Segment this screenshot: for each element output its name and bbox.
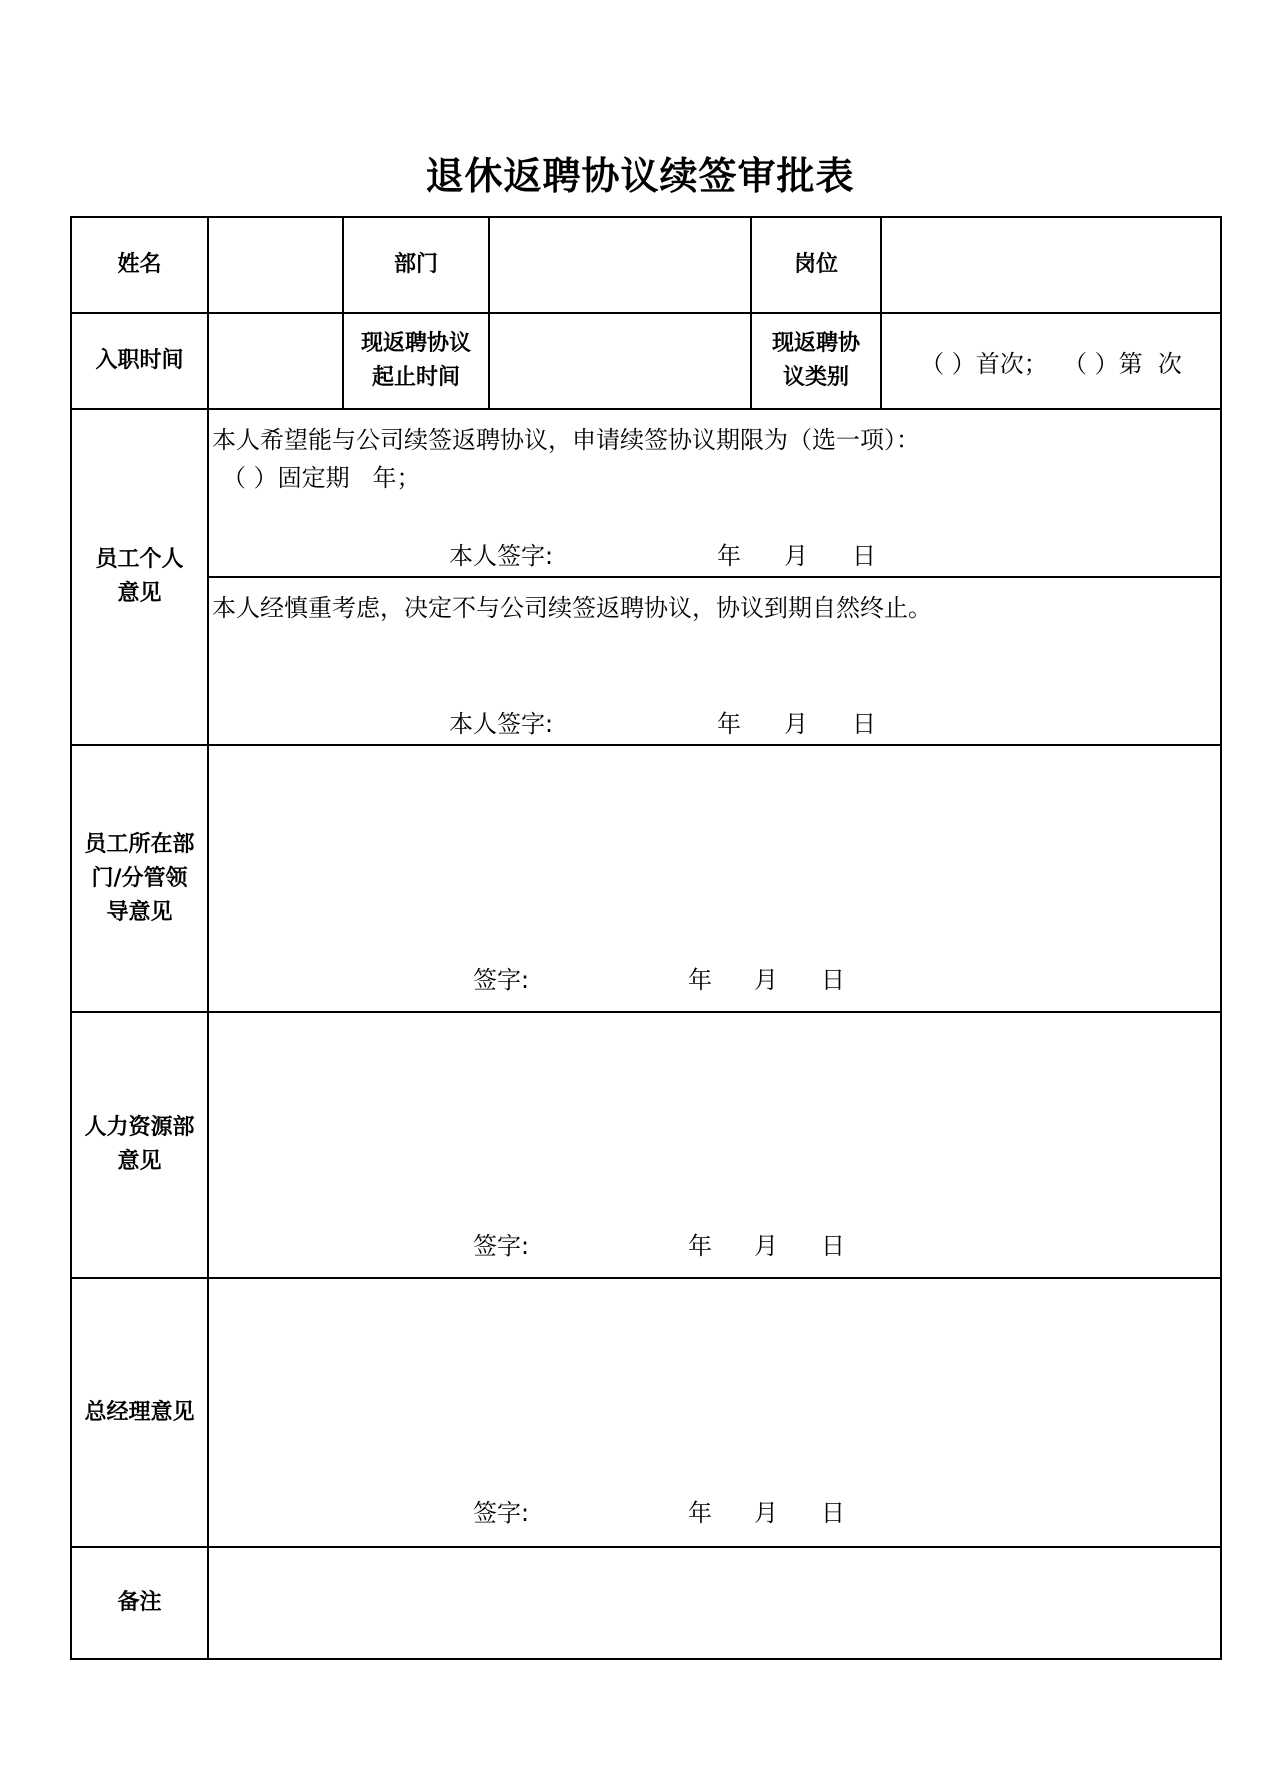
table-border-right [1220, 216, 1222, 1660]
hr-day-label: 日 [821, 1232, 845, 1260]
gm-year-label: 年 [688, 1499, 712, 1527]
agreement-period-label-line1: 现返聘协议 [360, 331, 471, 356]
dept-opinion-label [72, 746, 207, 1011]
employee-opinion-label-line2: 意见 [117, 581, 162, 606]
remarks-label: 备注 [117, 1590, 162, 1615]
fixed-term-option[interactable]: （ ）固定期 年； [222, 464, 421, 492]
dept-opinion-label-line3: 导意见 [106, 899, 173, 925]
agreement-period-field[interactable] [490, 314, 750, 408]
gm-opinion-label: 总经理意见 [84, 1399, 195, 1425]
renew-day-label: 日 [852, 542, 876, 570]
hire-date-field[interactable] [209, 314, 342, 408]
hr-month-label: 月 [754, 1232, 778, 1260]
renew-option-text: 本人希望能与公司续签返聘协议，申请续签协议期限为（选一项）： [212, 426, 920, 454]
agreement-type-label-line1: 现返聘协 [771, 331, 860, 356]
gm-sign-label: 签字: [473, 1499, 530, 1527]
hr-opinion-label [72, 1013, 207, 1277]
terminate-option-text: 本人经慎重考虑，决定不与公司续签返聘协议，协议到期自然终止。 [212, 594, 932, 622]
dept-opinion-label-line2: 门/分管领 [91, 865, 188, 891]
terminate-day-label: 日 [852, 710, 876, 738]
department-label: 部门 [393, 252, 438, 277]
hr-opinion-label-line1: 人力资源部 [84, 1115, 195, 1140]
page-title: 退休返聘协议续签审批表 [425, 154, 855, 198]
terminate-sign-label: 本人签字: [449, 710, 554, 738]
department-field[interactable] [490, 218, 750, 312]
renew-sign-label: 本人签字: [449, 542, 554, 570]
renew-month-label: 月 [784, 542, 808, 570]
employee-opinion-label-line1: 员工个人 [95, 547, 184, 572]
terminate-year-label: 年 [717, 710, 741, 738]
table-border-bottom [70, 1658, 1222, 1660]
hr-opinion-field[interactable] [209, 1013, 1220, 1277]
hr-year-label: 年 [688, 1232, 712, 1260]
agreement-type-label-line2: 议类别 [782, 365, 849, 390]
agreement-period-label-line2: 起止时间 [371, 365, 460, 390]
name-label: 姓名 [117, 252, 162, 277]
hr-sign-label: 签字: [473, 1232, 530, 1260]
renew-year-label: 年 [717, 542, 741, 570]
remarks-field[interactable] [209, 1548, 1220, 1658]
gm-month-label: 月 [754, 1499, 778, 1527]
dept-day-label: 日 [821, 966, 845, 994]
position-label: 岗位 [793, 252, 838, 277]
name-field[interactable] [209, 218, 342, 312]
dept-opinion-label-line1: 员工所在部 [84, 831, 195, 857]
agreement-type-label [752, 314, 880, 408]
gm-day-label: 日 [821, 1499, 845, 1527]
position-field[interactable] [882, 218, 1220, 312]
terminate-month-label: 月 [784, 710, 808, 738]
agreement-type-options[interactable]: （ ）首次； （ ）第 次 [920, 349, 1182, 378]
agreement-period-label [344, 314, 488, 408]
employee-opinion-label [72, 410, 207, 744]
hire-date-label: 入职时间 [95, 348, 184, 373]
dept-opinion-field[interactable] [209, 746, 1220, 1011]
dept-sign-label: 签字: [473, 966, 530, 994]
dept-year-label: 年 [688, 966, 712, 994]
hr-opinion-label-line2: 意见 [117, 1149, 162, 1174]
dept-month-label: 月 [754, 966, 778, 994]
gm-opinion-field[interactable] [209, 1279, 1220, 1546]
